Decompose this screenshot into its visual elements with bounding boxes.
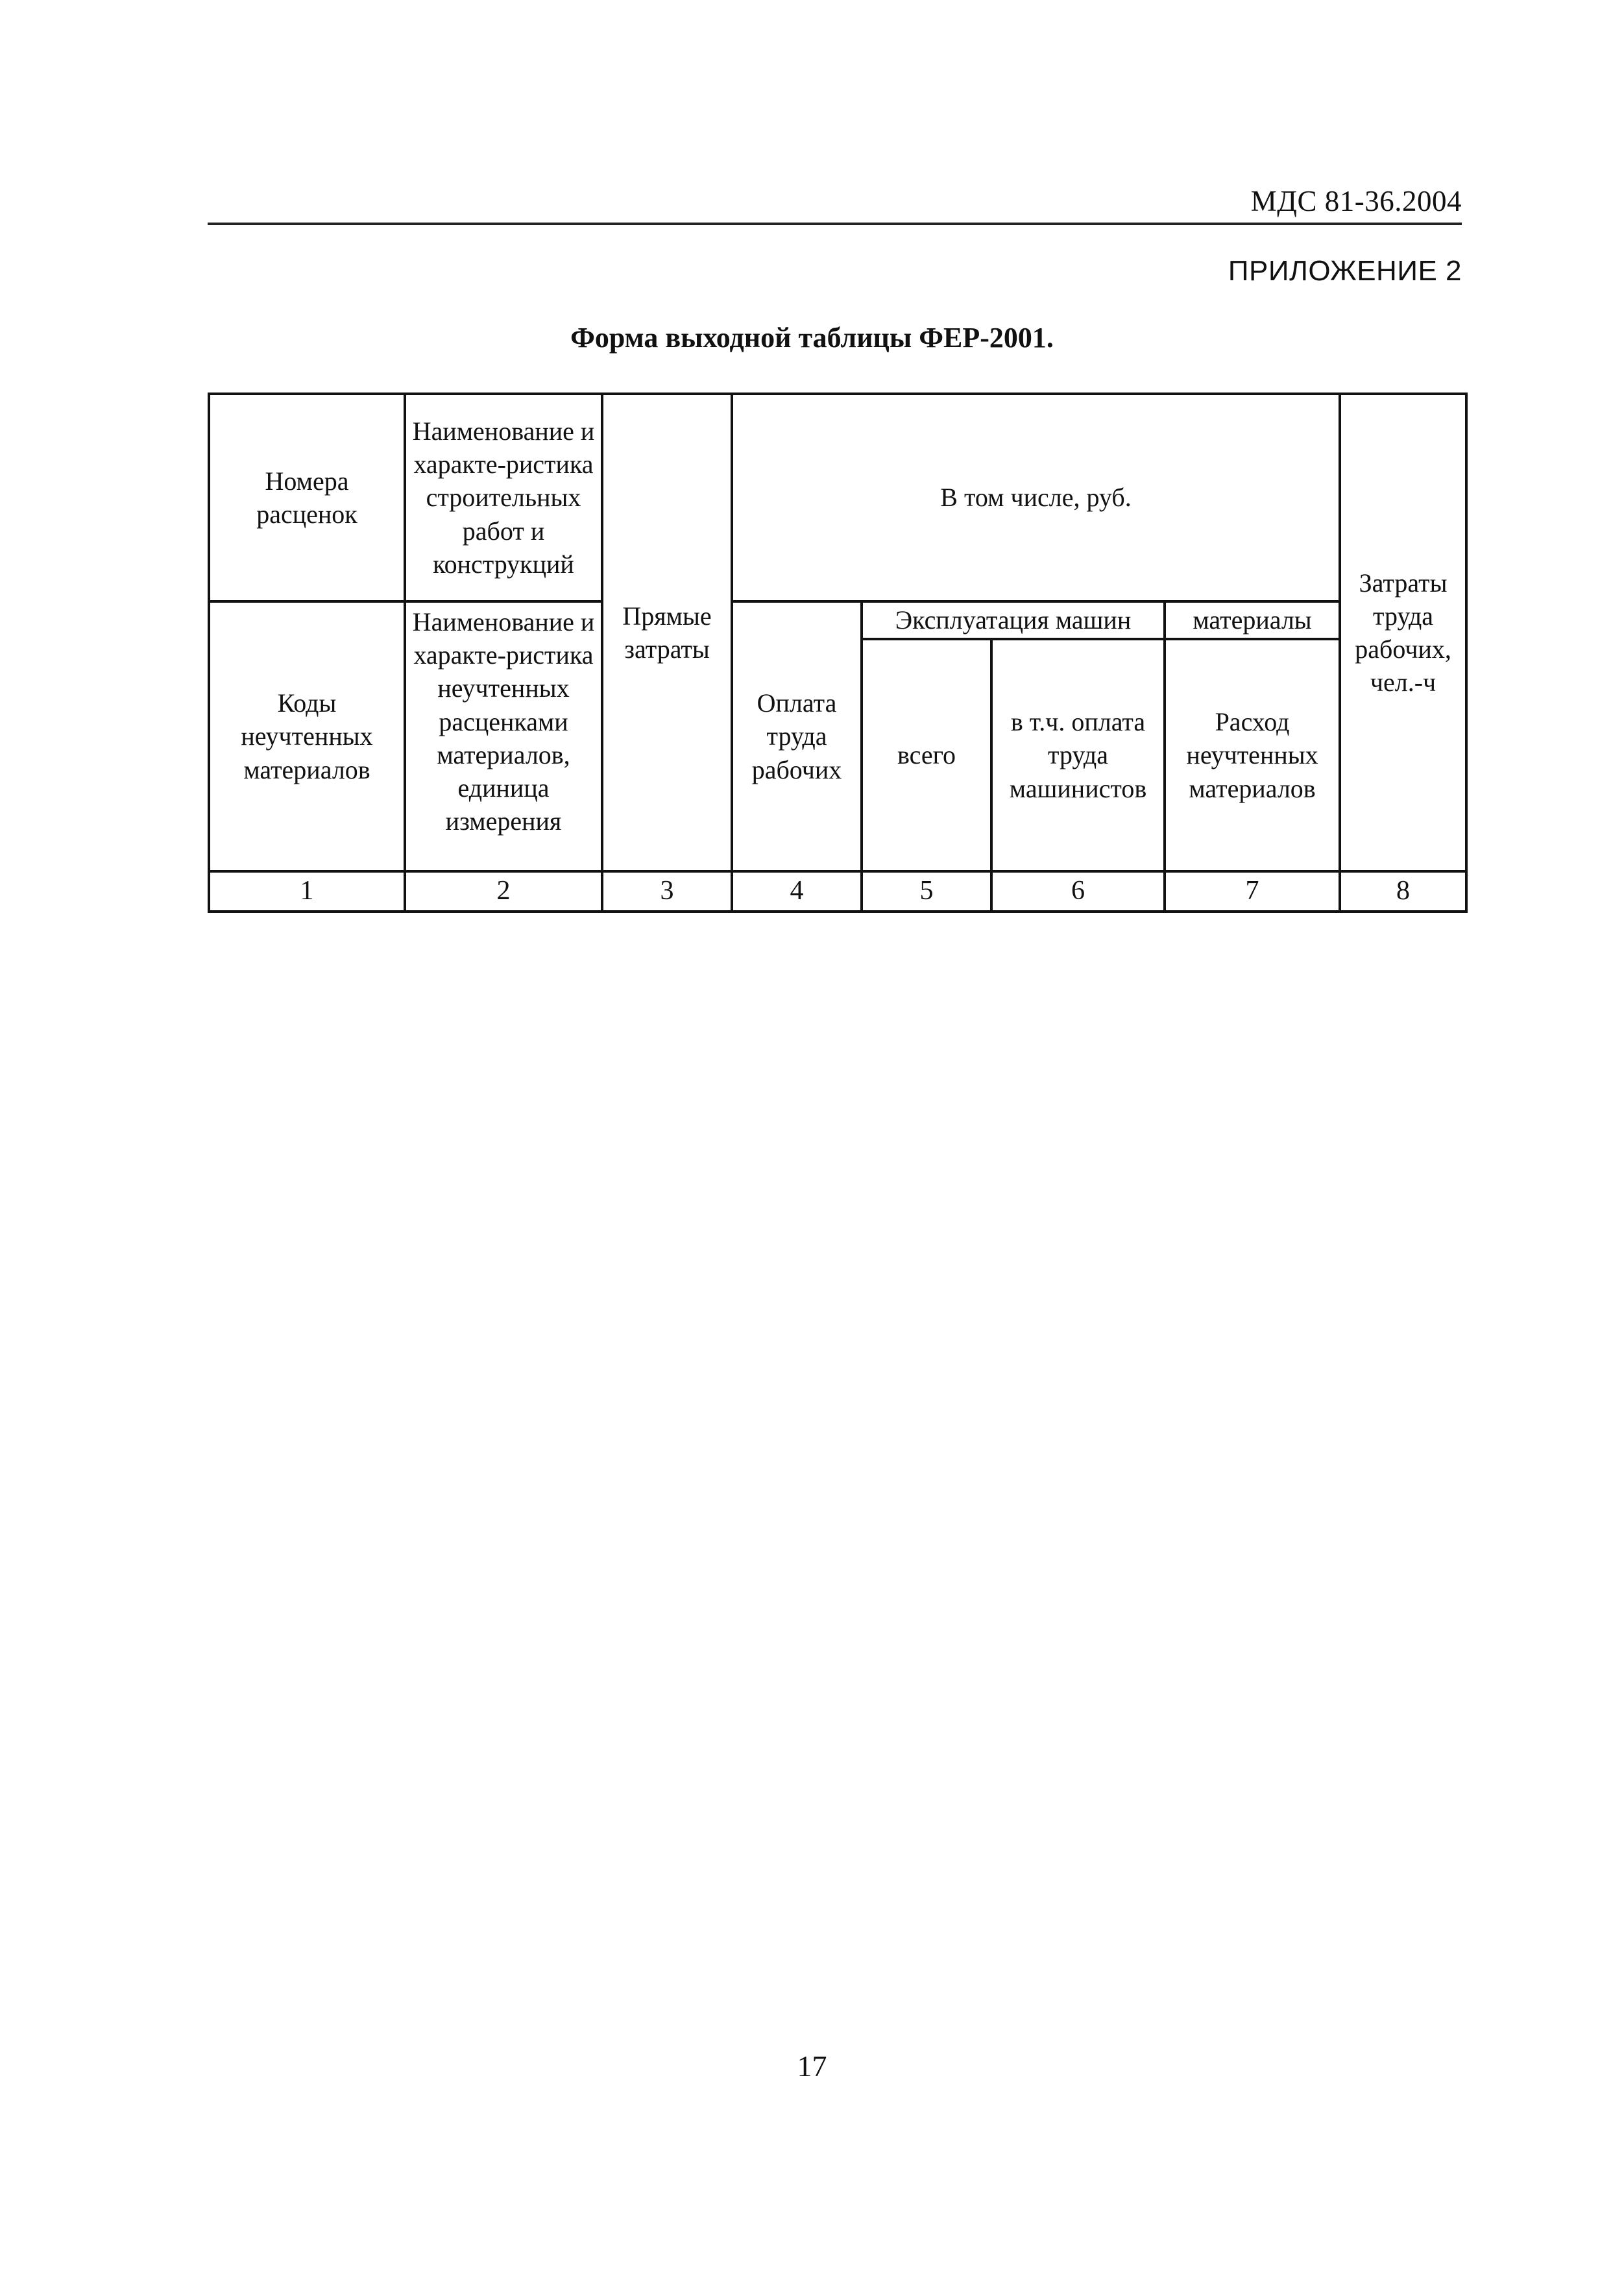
header-cell-operators-pay: в т.ч. оплата труда машинистов bbox=[991, 639, 1165, 871]
column-number-cell: 3 bbox=[602, 871, 732, 912]
header-cell-total: всего bbox=[862, 639, 991, 871]
header-cell-materials-group: материалы bbox=[1165, 601, 1340, 639]
header-cell-works-name: Наименование и характе-ристика строительных работ и конструкций bbox=[405, 394, 602, 601]
header-rule bbox=[208, 223, 1462, 225]
output-form-table bbox=[208, 393, 1468, 913]
column-number-cell: 2 bbox=[405, 871, 602, 912]
header-cell-material-codes: Коды неучтенных материалов bbox=[209, 601, 405, 871]
column-number-cell: 7 bbox=[1165, 871, 1340, 912]
header-cell-machine-operation: Эксплуатация машин bbox=[862, 601, 1165, 639]
header-cell-workers-pay: Оплата труда рабочих bbox=[732, 601, 862, 871]
table-title: Форма выходной таблицы ФЕР-2001. bbox=[570, 322, 1054, 354]
header-cell-direct-costs: Прямые затраты bbox=[602, 394, 732, 871]
header-cell-materials-name: Наименование и характе-ристика неучтенных расценками материалов, единица измерения bbox=[405, 601, 602, 871]
appendix-label: ПРИЛОЖЕНИЕ 2 bbox=[1228, 255, 1462, 287]
header-cell-rate-numbers: Номера расценок bbox=[209, 394, 405, 601]
header-cell-in-total: В том числе, руб. bbox=[732, 394, 1340, 601]
column-number-cell: 8 bbox=[1340, 871, 1466, 912]
column-number-cell: 4 bbox=[732, 871, 862, 912]
header-cell-materials-consumption: Расход неучтенных материалов bbox=[1165, 639, 1340, 871]
column-number-cell: 1 bbox=[209, 871, 405, 912]
page-number: 17 bbox=[797, 2049, 827, 2083]
column-number-cell: 5 bbox=[862, 871, 991, 912]
column-number-row bbox=[209, 871, 1466, 912]
column-number-cell: 6 bbox=[991, 871, 1165, 912]
header-cell-labor-costs: Затраты труда рабочих, чел.-ч bbox=[1340, 394, 1466, 871]
document-code: МДС 81-36.2004 bbox=[1250, 185, 1462, 217]
